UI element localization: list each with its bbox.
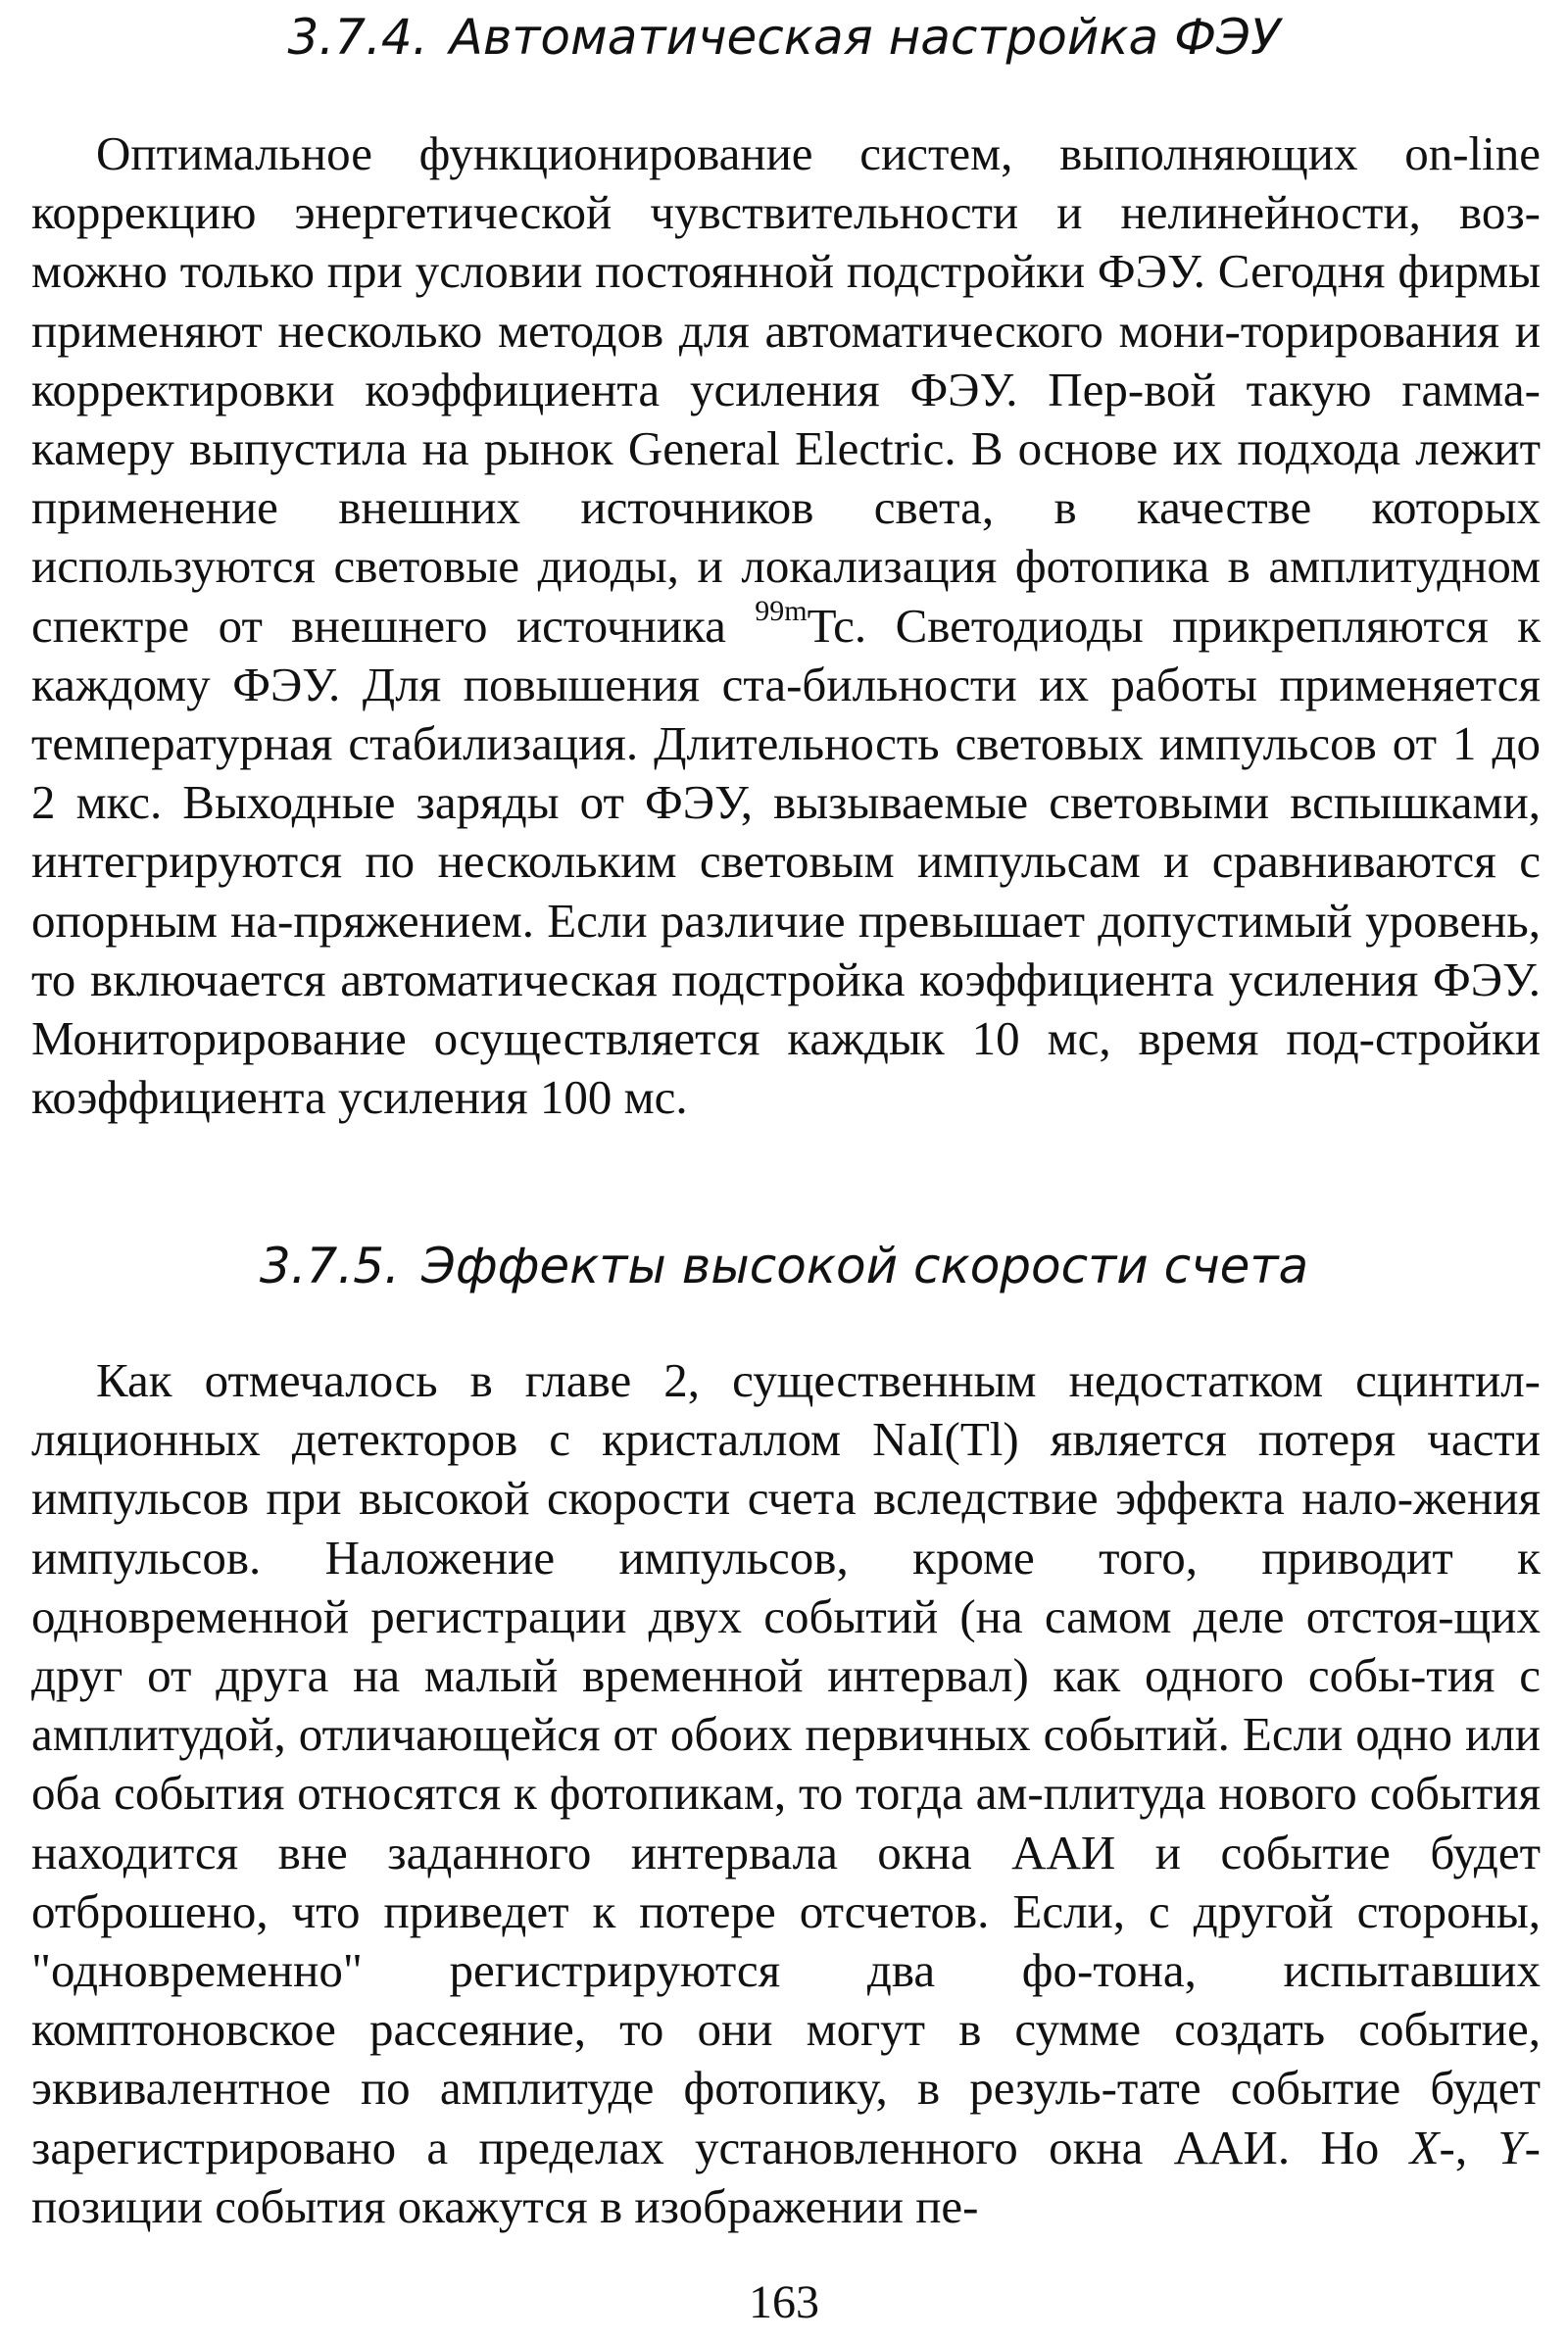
section-paragraph-high-count-rate (31, 1351, 1541, 2236)
isotope-symbol: Tc. (807, 598, 867, 653)
variable-y: Y (1497, 2120, 1525, 2174)
section-title: Эффекты высокой скорости счета (420, 1238, 1309, 1294)
section-number: 3.7.4. (287, 9, 428, 66)
section-heading-3-7-4 (0, 8, 1568, 67)
isotope-mass-number: 99m (755, 595, 808, 628)
paragraph-text: Как отмечалось в главе 2, существенным недостатком сцинтил-ляционных детекторов с кристаллом NaI(Tl) является потеря части импульсов при высокой скорости счета вследствие эффекта нало-жения импульсов. Наложение импульсов, кроме того, приводит к одновременной регистрации двух событий (на самом деле отстоя-щих друг от друга на малый временной интервал) как одного собы-тия с амплитудой, отличающейся от обоих первичных событий. Если одно или оба события относятся к фотопикам, то тогда ам-плитуда нового события находится вне заданного интервала окна ААИ и событие будет отброшено, что приведет к потере отсчетов. Если, с другой стороны, "одновременно" регистрируются два фо-тона, испытавших комптоновское рассеяние, то они могут в сумме создать событие, эквивалентное по амплитуде фотопику, в резуль-тате событие будет зарегистрировано а пределах установленного окна ААИ. Но (31, 1353, 1541, 2174)
paragraph-text: Оптимальное функционирование систем, выполняющих on-line коррекцию энергетической чувствительности и нелинейности, воз-можно только при условии постоянной подстройки ФЭУ. Сегодня фирмы применяют несколько методов для автоматического мони-торирования и корректировки коэффициента усиления ФЭУ. Пер-вой такую гамма-камеру выпустила на рынок General Electric. В основе их подхода лежит применение внешних источников света, в качестве которых используются световые диоды, и локализация фотопика в амплитудном спектре от внешнего источника (31, 126, 1541, 653)
paragraph-text-continued: - позиции события окажутся в изображении пе- (31, 2120, 1541, 2233)
section-number: 3.7.5. (259, 1238, 400, 1294)
separator-text: -, (1439, 2120, 1498, 2174)
section-heading-3-7-5 (0, 1237, 1568, 1295)
section-paragraph-pmt-tuning (31, 124, 1541, 1127)
page-number: 163 (749, 2276, 819, 2328)
section-title: Автоматическая настройка ФЭУ (449, 9, 1281, 66)
paragraph-text-continued: Светодиоды прикрепляются к каждому ФЭУ. Для повышения ста-бильности их работы применяется температурная стабилизация. Длительность световых импульсов от 1 до 2 мкс. Выходные заряды от ФЭУ, вызываемые световыми вспышками, интегрируются по нескольким световым импульсам и сравниваются с опорным на-пряжением. Если различие превышает допустимый уровень, то включается автоматическая подстройка коэффициента усиления ФЭУ. Мониторирование осуществляется каждык 10 мс, время под-стройки коэффициента усиления 100 мс. (31, 598, 1542, 1125)
variable-x: X (1409, 2120, 1440, 2174)
